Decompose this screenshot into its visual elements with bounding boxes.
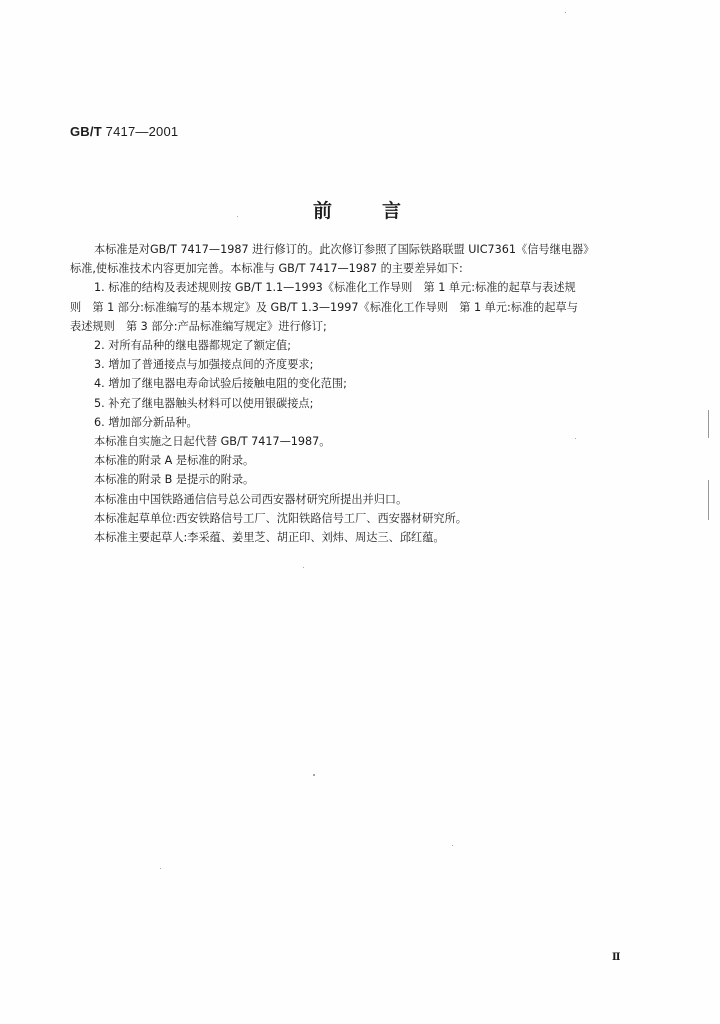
list-item-4: 4. 增加了继电器电寿命试验后接触电阻的变化范围;	[94, 377, 347, 391]
list-item-1-line-3: 表述规则 第 3 部分:产品标准编写规定》进行修订;	[70, 319, 327, 333]
standard-code	[70, 124, 178, 139]
scan-speck	[303, 567, 304, 568]
scan-speck	[237, 216, 238, 217]
list-item-2: 2. 对所有品种的继电器都规定了额定值;	[94, 339, 292, 353]
scan-edge-mark	[708, 410, 709, 438]
page-number: Ⅱ	[612, 952, 621, 963]
scan-speck	[452, 845, 453, 846]
paragraph-intro-line-1: 本标准是对GB/T 7417—1987 进行修订的。此次修订参照了国际铁路联盟 UIC7361《信号继电器》	[94, 243, 595, 256]
paragraph-replace: 本标准自实施之日起代替 GB/T 7417—1987。	[94, 435, 331, 449]
list-item-6: 6. 增加部分新品种。	[94, 415, 198, 429]
scan-speck	[575, 438, 576, 439]
list-item-5: 5. 补充了继电器触头材料可以使用银碳接点;	[94, 396, 314, 410]
scan-edge-mark	[708, 480, 709, 520]
paragraph-drafting-units: 本标准起草单位:西安铁路信号工厂、沈阳铁路信号工厂、西安器材研究所。	[94, 511, 467, 525]
scan-speck	[313, 774, 315, 776]
list-item-1-line-2: 则 第 1 部分:标准编写的基本规定》及 GB/T 1.3—1997《标准化工作导则 第 1 单元:标准的起草与	[70, 300, 578, 314]
scan-speck	[565, 12, 566, 13]
paragraph-proposer: 本标准由中国铁路通信信号总公司西安器材研究所提出并归口。	[94, 492, 408, 506]
standard-number: 7417—2001	[105, 124, 179, 139]
foreword-body	[70, 240, 632, 547]
paragraph-intro-line-2: 标准,使标准技术内容更加完善。本标准与 GB/T 7417—1987 的主要差异如下:	[70, 262, 463, 276]
list-item-3: 3. 增加了普通接点与加强接点间的齐度要求;	[94, 358, 314, 372]
paragraph-drafters: 本标准主要起草人:李采蕴、姜里芝、胡正印、刘炜、周达三、邱红蕴。	[94, 531, 445, 545]
paragraph-appendix-a: 本标准的附录 A 是标准的附录。	[94, 454, 255, 468]
scan-speck	[160, 868, 161, 869]
paragraph-appendix-b: 本标准的附录 B 是提示的附录。	[94, 473, 255, 487]
list-item-1-line-1: 1. 标准的结构及表述规则按 GB/T 1.1—1993《标准化工作导则 第 1 单元:标准的起草与表述规	[94, 281, 576, 295]
page-title: 前言	[312, 200, 451, 222]
standard-prefix: GB/T	[70, 124, 102, 139]
